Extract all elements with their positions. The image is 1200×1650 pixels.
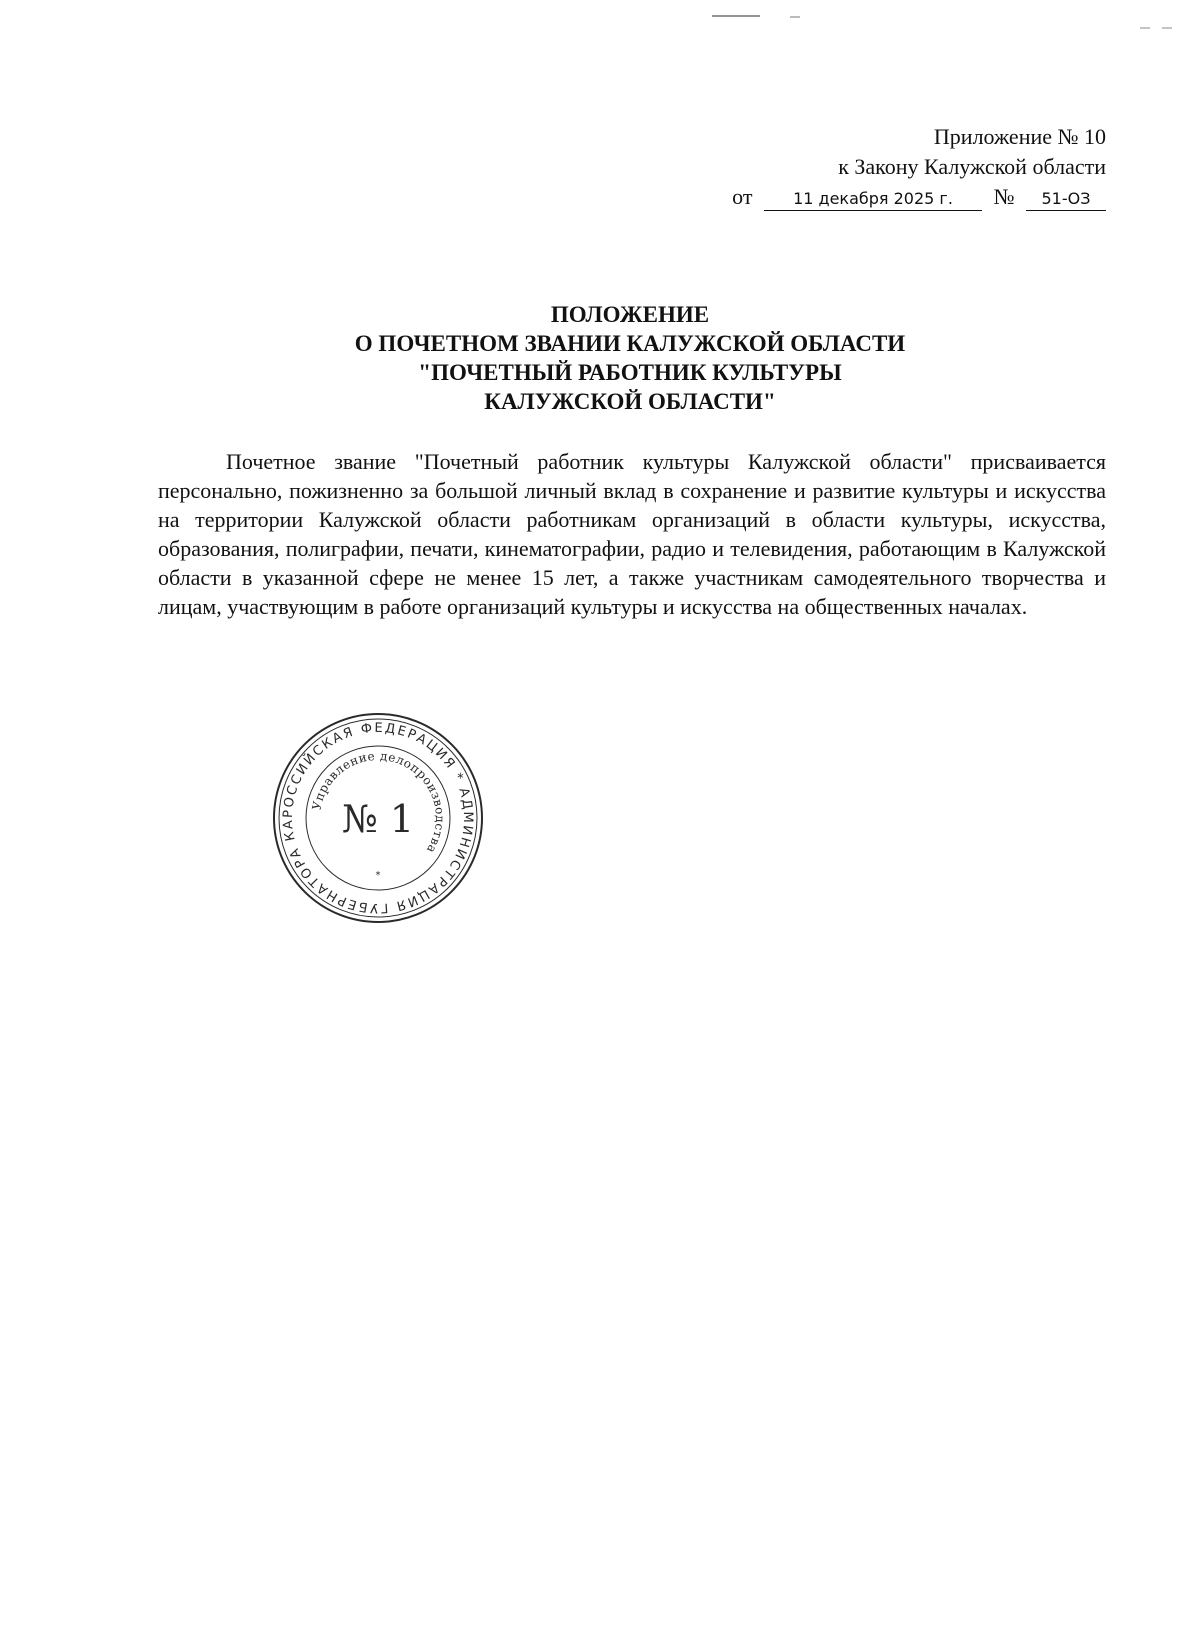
- seal-outer-text: РОССИЙСКАЯ ФЕДЕРАЦИЯ * АДМИНИСТРАЦИЯ ГУБЕРНАТОРА КА: [280, 720, 476, 916]
- from-label: от: [732, 184, 753, 209]
- law-number: 51-ОЗ: [1026, 188, 1106, 211]
- official-seal: [270, 710, 486, 926]
- title-line-3: "ПОЧЕТНЫЙ РАБОТНИК КУЛЬТУРЫ: [418, 360, 842, 385]
- appendix-law-ref: к Закону Калужской области: [838, 154, 1106, 179]
- title-line-2: О ПОЧЕТНОМ ЗВАНИИ КАЛУЖСКОЙ ОБЛАСТИ: [354, 331, 906, 356]
- appendix-number: Приложение № 10: [933, 124, 1106, 149]
- seal-star-icon: *: [375, 870, 381, 881]
- number-label: №: [993, 184, 1015, 209]
- scan-artifacts: [0, 0, 1200, 60]
- appendix-date-line: [626, 182, 1106, 212]
- appendix-header: [626, 122, 1106, 212]
- seal-graphic: [270, 710, 486, 926]
- title-line-4: КАЛУЖСКОЙ ОБЛАСТИ": [484, 389, 776, 414]
- title-line-1: ПОЛОЖЕНИЕ: [550, 302, 710, 327]
- document-title: [150, 300, 1110, 416]
- seal-inner-text: Управление делопроизводства: [309, 748, 448, 856]
- law-date: 11 декабря 2025 г.: [764, 188, 982, 211]
- seal-center-number: № 1: [341, 797, 415, 841]
- body-paragraph: Почетное звание "Почетный работник культуры Калужской области" присваивается персонально, пожизненно за большой личный вклад в сохранение и развитие культуры и искусства на территории Калужской области работникам организаций в области культуры, искусства, образования, полиграфии, печати, кинематографии, радио и телевидения, работающим в Калужской области в указанной сфере не менее 15 лет, а также участникам самодеятельного творчества и лицам, участвующим в работе организаций культуры и искусства на общественных началах.: [158, 449, 1106, 619]
